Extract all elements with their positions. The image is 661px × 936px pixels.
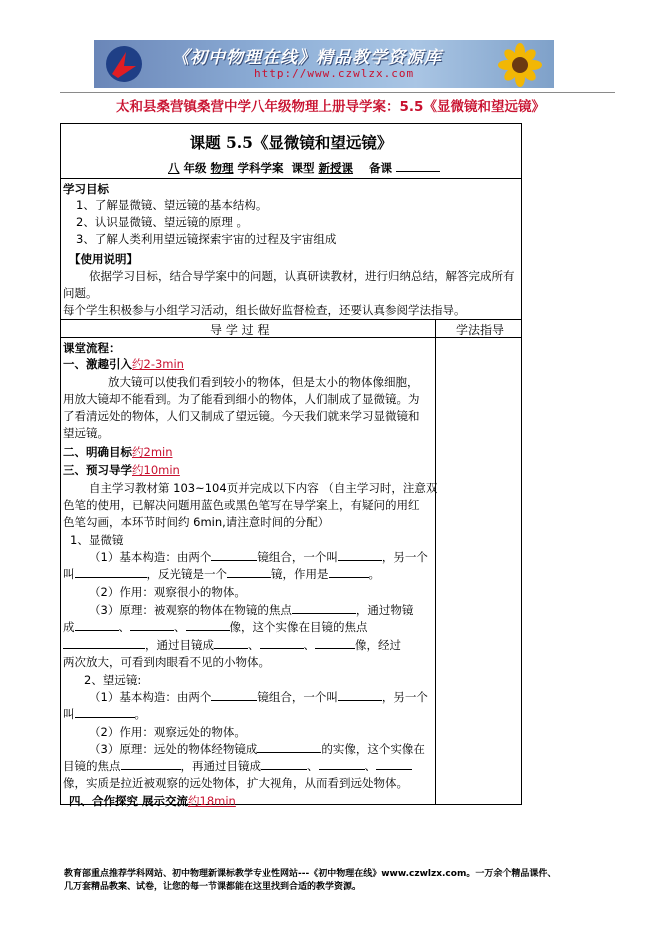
text: 镜组合，一个叫 [257, 690, 338, 704]
answer-blank[interactable] [338, 689, 382, 701]
microscope-structure [63, 566, 380, 582]
microscope-principle [63, 619, 368, 635]
answer-blank[interactable] [121, 758, 181, 770]
answer-blank[interactable] [261, 758, 307, 770]
answer-blank[interactable] [186, 619, 230, 631]
answer-blank[interactable] [376, 758, 412, 770]
section-label: 四、合作探究 展示交流 [69, 794, 189, 808]
microscope-title: 1、显微镜 [70, 533, 124, 547]
site-banner [94, 40, 554, 88]
telescope-principle [63, 758, 412, 774]
process-column-header: 导 学 过 程 [210, 323, 270, 337]
preparer-blank[interactable] [396, 160, 440, 172]
preview-text: 色笔勾画，本环节时间约 6min,请注意时间的分配） [63, 515, 330, 529]
lesson-meta [168, 160, 440, 176]
usage-text: 依据学习目标，结合导学案中的问题，认真研读教材，进行归纳总结，解答完成所有 [89, 269, 515, 283]
answer-blank[interactable] [75, 706, 135, 718]
text: ，再通过目镜成 [180, 759, 261, 773]
goal-item: 3、了解人类利用望远镜探索宇宙的过程及宇宙组成 [76, 232, 337, 246]
grade-value: 八 [168, 161, 180, 175]
section-intro [63, 356, 184, 372]
row-divider [60, 178, 522, 179]
text: ，通过目镜成 [145, 638, 214, 652]
footer-text: 教育部重点推荐学科网站、初中物理新课标教学专业性网站---《初中物理在线》www.czwlzx.com。一万余个精品课件、 [64, 869, 557, 879]
grade-label: 年级 [179, 161, 211, 175]
answer-blank[interactable] [329, 566, 369, 578]
text: 叫 [63, 707, 75, 721]
footer-text: 几万套精品教案、试卷，让您的每一节课都能在这里找到合适的教学资源。 [64, 882, 362, 892]
microscope-principle [63, 637, 401, 653]
text: ，另一个 [381, 690, 428, 704]
text: 的实像，这个实像在 [321, 742, 425, 756]
text: 叫 [63, 567, 75, 581]
text: （1）基本构造：由两个 [89, 550, 212, 564]
answer-blank[interactable] [260, 637, 304, 649]
text: 、 [303, 638, 315, 652]
row-divider [60, 319, 522, 320]
preview-text: 色笔的使用，已解决问题用蓝色或黑色笔写在导学案上，有疑问的用红 [63, 498, 420, 512]
text: 像，这个实像在目镜的焦点 [229, 620, 368, 634]
text: （3）原理：远处的物体经物镜成 [89, 742, 258, 756]
goal-item: 1、了解显微镜、望远镜的基本结构。 [76, 198, 268, 212]
answer-blank[interactable] [315, 637, 355, 649]
answer-blank[interactable] [319, 758, 365, 770]
intro-text: 放大镜可以使我们看到较小的物体，但是太小的物体像细胞， [108, 375, 419, 389]
answer-blank[interactable] [214, 637, 248, 649]
section-label: 二、明确目标 [63, 445, 132, 459]
preparer-label: 备课 [353, 161, 397, 175]
text: 。 [134, 707, 146, 721]
site-logo-icon [104, 44, 144, 84]
text: （1）基本构造：由两个 [89, 690, 212, 704]
text: 、 [174, 620, 186, 634]
answer-blank[interactable] [75, 566, 147, 578]
row-divider [60, 337, 522, 338]
guide-column-header: 学法指导 [456, 323, 505, 337]
text: 成 [63, 620, 75, 634]
section-goals [63, 444, 173, 460]
answer-blank[interactable] [227, 566, 271, 578]
lesson-type-value: 新授课 [318, 161, 354, 175]
telescope-structure [89, 689, 428, 705]
section-label: 一、激趣引入 [63, 357, 132, 371]
goals-heading: 学习目标 [63, 182, 109, 196]
sunflower-icon [490, 42, 550, 88]
text: 像，经过 [355, 638, 401, 652]
telescope-principle [89, 741, 425, 757]
page-header-title: 太和县桑营镇桑营中学八年级物理上册导学案：5.5《显微镜和望远镜》 [116, 99, 545, 115]
answer-blank[interactable] [257, 741, 321, 753]
header-divider [60, 92, 615, 93]
answer-blank[interactable] [338, 549, 382, 561]
section-time: 约2min [132, 445, 173, 459]
microscope-function: （2）作用：观察很小的物体。 [89, 585, 246, 599]
microscope-principle: 两次放大，可看到肉眼看不见的小物体。 [63, 655, 270, 669]
text: 、 [307, 759, 319, 773]
usage-heading: 【使用说明】 [69, 252, 138, 266]
usage-text: 每个学生积极参与小组学习活动，组长做好监督检查，还要认真参阅学法指导。 [63, 303, 466, 317]
text: 、 [248, 638, 260, 652]
column-divider [435, 319, 436, 805]
text: 目镜的焦点 [63, 759, 121, 773]
text: ，反光镜是一个 [146, 567, 227, 581]
section-time: 约2-3min [132, 357, 184, 371]
banner-title: 《初中物理在线》精品教学资源库 [172, 48, 442, 68]
subject-value: 物理 [210, 161, 234, 175]
usage-text: 问题。 [63, 286, 98, 300]
text: 。 [368, 567, 380, 581]
section-time: 约10min [132, 463, 180, 477]
section-time: 约18min [188, 794, 236, 808]
lesson-type-label: 学科学案 课型 [233, 161, 319, 175]
microscope-structure [89, 549, 428, 565]
preview-text: 自主学习教材第 103~104页并完成以下内容 （自主学习时，注意双 [89, 481, 438, 495]
lesson-title: 课题 5.5《显微镜和望远镜》 [189, 133, 393, 152]
microscope-principle [89, 602, 413, 618]
text: 镜组合，一个叫 [257, 550, 338, 564]
intro-text: 用放大镜却不能看到。为了能看到细小的物体，人们制成了显微镜。为 [63, 392, 420, 406]
flow-heading: 课堂流程： [63, 341, 121, 355]
section-preview [63, 462, 180, 478]
text: 镜，作用是 [271, 567, 329, 581]
telescope-function: （2）作用：观察远处的物体。 [89, 725, 246, 739]
telescope-structure [63, 706, 146, 722]
text: ，通过物镜 [355, 603, 414, 617]
text: 、 [364, 759, 376, 773]
banner-url[interactable]: http://www.czwlzx.com [254, 67, 415, 80]
answer-blank[interactable] [211, 549, 257, 561]
section-label: 三、预习导学 [63, 463, 132, 477]
telescope-principle: 像，实质是拉近被观察的远处物体，扩大视角，从而看到远处物体。 [63, 776, 408, 790]
answer-blank[interactable] [211, 689, 257, 701]
answer-blank[interactable] [63, 637, 145, 649]
text: ，另一个 [381, 550, 428, 564]
section-cooperation [69, 793, 236, 809]
text: 、 [118, 620, 130, 634]
telescope-title: 2、望远镜: [84, 673, 142, 687]
answer-blank[interactable] [130, 619, 174, 631]
intro-text: 望远镜。 [63, 426, 109, 440]
answer-blank[interactable] [292, 602, 356, 614]
goal-item: 2、认识显微镜、望远镜的原理 。 [76, 215, 248, 229]
answer-blank[interactable] [75, 619, 119, 631]
text: （3）原理：被观察的物体在物镜的焦点 [89, 603, 292, 617]
intro-text: 了看清远处的物体，人们又制成了望远镜。今天我们就来学习显微镜和 [63, 409, 420, 423]
